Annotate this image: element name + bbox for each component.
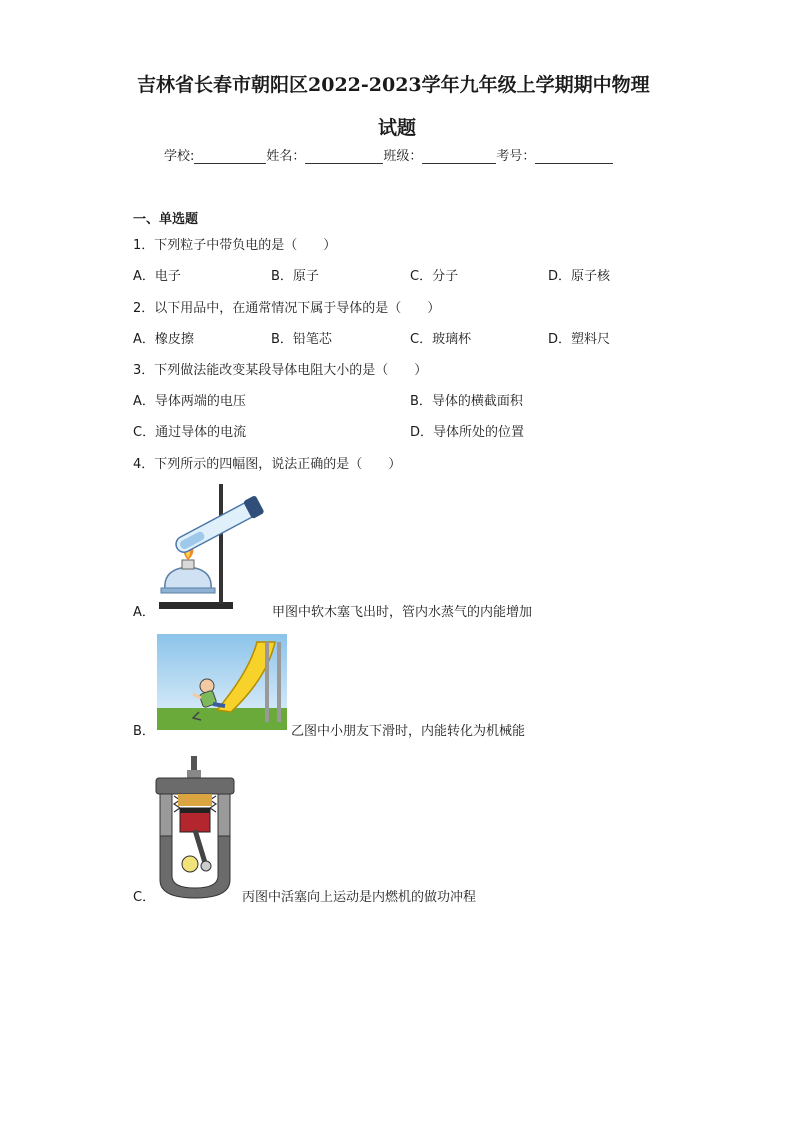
question-2-option-d[interactable]: D．塑料尺 xyxy=(548,332,611,347)
test-tube-apparatus-figure xyxy=(155,480,270,612)
document-title-line2: 试题 xyxy=(378,117,417,139)
student-info-row xyxy=(164,145,613,164)
question-1-stem: 1．下列粒子中带负电的是（ ） xyxy=(133,238,337,253)
name-blank[interactable] xyxy=(305,149,383,164)
question-2-option-c[interactable]: C．玻璃杯 xyxy=(410,332,472,347)
class-label: 班级： xyxy=(383,149,423,164)
question-1-option-b[interactable]: B．原子 xyxy=(271,269,319,284)
question-4-option-b-text[interactable]: 乙图中小朋友下滑时，内能转化为机械能 xyxy=(291,724,526,739)
number-blank[interactable] xyxy=(535,149,613,164)
question-4-stem: 4．下列所示的四幅图，说法正确的是（ ） xyxy=(133,457,402,472)
class-blank[interactable] xyxy=(422,149,496,164)
question-4-option-c-letter[interactable]: C． xyxy=(133,890,156,905)
section-title: 一、单选题 xyxy=(133,212,199,227)
question-2-option-a[interactable]: A．橡皮擦 xyxy=(133,332,194,347)
question-3-option-b[interactable]: B．导体的横截面积 xyxy=(410,394,523,409)
question-1-option-a[interactable]: A．电子 xyxy=(133,269,181,284)
question-3-option-d[interactable]: D．导体所处的位置 xyxy=(410,425,525,440)
name-label: 姓名： xyxy=(266,149,306,164)
engine-cylinder-figure xyxy=(152,756,238,902)
question-4-option-a-text[interactable]: 甲图中软木塞飞出时，管内水蒸气的内能增加 xyxy=(272,605,533,620)
question-3-option-a[interactable]: A．导体两端的电压 xyxy=(133,394,246,409)
question-4-option-b-letter[interactable]: B． xyxy=(133,724,155,739)
school-label: 学校: xyxy=(164,149,195,164)
number-label: 考号： xyxy=(496,149,536,164)
child-on-slide-figure xyxy=(157,634,287,730)
question-2-option-b[interactable]: B．铅笔芯 xyxy=(271,332,332,347)
question-4-option-a-letter[interactable]: A． xyxy=(133,605,155,620)
school-blank[interactable] xyxy=(194,149,266,164)
question-1-option-d[interactable]: D．原子核 xyxy=(548,269,611,284)
question-1-option-c[interactable]: C．分子 xyxy=(410,269,459,284)
document-title-line1: 吉林省长春市朝阳区2022-2023学年九年级上学期期中物理 xyxy=(137,74,650,96)
question-2-stem: 2．以下用品中，在通常情况下属于导体的是（ ） xyxy=(133,301,441,316)
question-3-stem: 3．下列做法能改变某段导体电阻大小的是（ ） xyxy=(133,363,428,378)
question-4-option-c-text[interactable]: 丙图中活塞向上运动是内燃机的做功冲程 xyxy=(242,890,477,905)
question-3-option-c[interactable]: C．通过导体的电流 xyxy=(133,425,247,440)
